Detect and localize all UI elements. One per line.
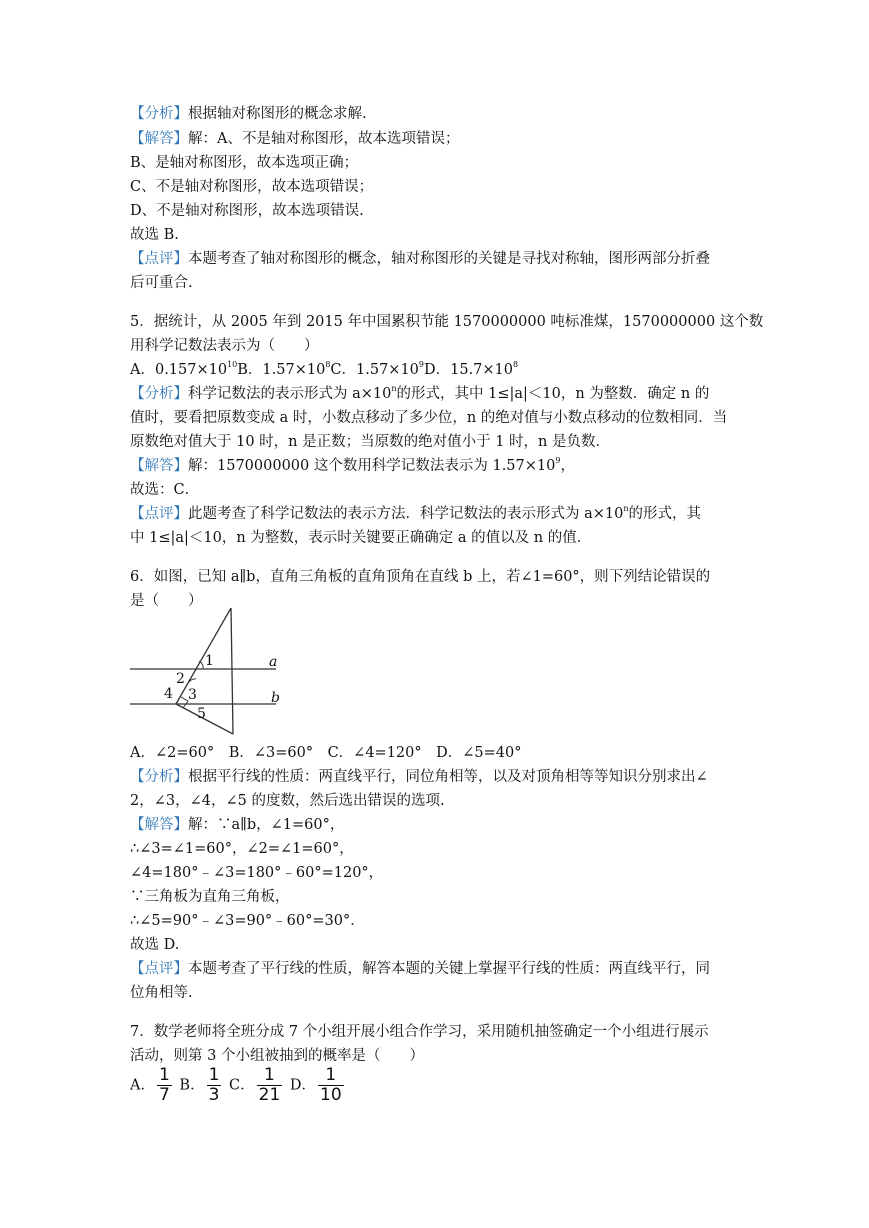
line-label-a: a	[269, 654, 278, 670]
q7-option-d-denominator: 10	[320, 1085, 342, 1105]
q5-comment-text-1a: 此题考查了科学记数法的表示方法．科学记数法的表示形式为 a×10	[188, 506, 624, 522]
angle-label-1: 1	[205, 653, 214, 669]
q5-comment-exponent: n	[623, 504, 629, 513]
q4-comment-text-1: 本题考查了轴对称图形的概念，轴对称图形的关键是寻找对称轴，图形两部分折叠	[188, 251, 710, 267]
angle-label-2: 2	[176, 671, 185, 687]
q6-answer-text-1: 解：∵a∥b，∠1=60°，	[188, 817, 345, 833]
q6-comment-line-1	[130, 958, 710, 980]
q7-option-c-numerator: 1	[257, 1066, 283, 1086]
q4-answer-text-1: 解：A、不是轴对称图形，故本选项错误；	[188, 131, 460, 147]
q4-analysis-line	[130, 103, 367, 125]
q5-analysis-line-3: 原数绝对值大于 10 时，n 是正数；当原数的绝对值小于 1 时，n 是负数．	[130, 434, 611, 450]
q5-option-a-exponent: 10	[227, 360, 238, 369]
triangle-hypotenuse	[176, 608, 231, 704]
q5-stem-line-2: 用科学记数法表示为（ ）	[130, 338, 319, 354]
q7-option-c-denominator: 21	[258, 1085, 281, 1105]
q6-analysis-line-2: 2，∠3，∠4，∠5 的度数，然后选出错误的选项.	[130, 793, 445, 809]
q6-analysis-line-1	[130, 766, 708, 788]
q5-option-b-exponent: 8	[325, 360, 331, 369]
q4-answer-line-2: B、是轴对称图形，故本选项正确；	[130, 155, 359, 171]
q6-answer-line-6: 故选 D.	[130, 937, 180, 953]
q5-answer-exponent: 9	[555, 456, 561, 465]
q4-answer-line-4: D、不是轴对称图形，故本选项错误.	[130, 203, 364, 219]
q4-answer-line-1	[130, 128, 459, 150]
q6-stem-line-2: 是（ ）	[130, 593, 203, 609]
q5-option-d-exponent: 8	[513, 360, 519, 369]
q7-option-b-numerator: 1	[208, 1065, 220, 1085]
q7-option-d-fraction	[318, 1066, 344, 1105]
q6-analysis-text-1: 根据平行线的性质：两直线平行，同位角相等，以及对顶角相等等知识分别求出∠	[188, 769, 708, 785]
q4-analysis-text: 根据轴对称图形的概念求解.	[188, 106, 367, 122]
answer-tag: 【解答】	[130, 817, 188, 833]
q5-option-c: C．1.57×10	[330, 362, 419, 378]
analysis-tag: 【分析】	[130, 106, 188, 122]
q5-analysis-text-1b: 的形式，其中 1≤|a|＜10，n 为整数．确定 n 的	[396, 386, 710, 402]
angle-label-5: 5	[197, 706, 206, 722]
q6-answer-line-1	[130, 814, 344, 836]
q6-options-line: A．∠2=60° B．∠3=60° C．∠4=120° D．∠5=40°	[130, 745, 522, 761]
comment-tag: 【点评】	[130, 506, 188, 522]
q4-comment-line-1	[130, 248, 710, 270]
comment-tag: 【点评】	[130, 961, 188, 977]
q5-option-b: B．1.57×10	[237, 362, 326, 378]
analysis-tag: 【分析】	[130, 769, 188, 785]
q5-analysis-exponent: n	[391, 384, 397, 393]
q5-analysis-line-2: 值时，要看把原数变成 a 时，小数点移动了多少位，n 的绝对值与小数点移动的位数相同．当	[130, 410, 728, 426]
q7-option-c-fraction	[257, 1066, 283, 1105]
q4-comment-line-2: 后可重合.	[130, 275, 193, 291]
q5-analysis-text-1a: 科学记数法的表示形式为 a×10	[188, 386, 392, 402]
q5-answer-text-1b: ，	[560, 458, 575, 474]
q5-answer-text-1a: 解：1570000000 这个数用科学记数法表示为 1.57×10	[188, 458, 556, 474]
q4-answer-line-3: C、不是轴对称图形，故本选项错误；	[130, 179, 374, 195]
answer-tag: 【解答】	[130, 131, 188, 147]
q6-answer-line-2: ∴∠3=∠1=60°，∠2=∠1=60°，	[130, 841, 354, 857]
q7-stem-line-1: 7．数学老师将全班分成 7 个小组开展小组合作学习，采用随机抽签确定一个小组进行展示	[130, 1024, 709, 1040]
q5-option-a: A．0.157×10	[130, 362, 228, 378]
line-label-b: b	[271, 690, 280, 706]
answer-tag: 【解答】	[130, 458, 188, 474]
q5-answer-line-2: 故选：C．	[130, 482, 200, 498]
q6-comment-text-1: 本题考查了平行线的性质，解答本题的关键上掌握平行线的性质：两直线平行，同	[188, 961, 710, 977]
right-angle-mark	[181, 697, 188, 708]
q6-answer-line-5: ∴∠5=90°﹣∠3=90°﹣60°=30°．	[130, 913, 365, 929]
angle-label-4: 4	[164, 686, 173, 702]
q7-option-a-fraction	[157, 1066, 172, 1105]
q6-comment-line-2: 位角相等.	[130, 985, 193, 1001]
q5-comment-line-1	[130, 503, 701, 525]
q5-options-line	[130, 359, 518, 381]
q7-option-a-numerator: 1	[158, 1065, 170, 1085]
q7-option-d-label: D．	[289, 1077, 317, 1094]
angle-label-3: 3	[188, 687, 197, 703]
q6-answer-line-3: ∠4=180°﹣∠3=180°﹣60°=120°，	[130, 865, 384, 881]
q7-option-c-label: C．	[229, 1077, 255, 1094]
q6-parallel-lines-figure	[128, 606, 288, 738]
q5-answer-line-1	[130, 455, 575, 477]
q7-option-d-numerator: 1	[318, 1066, 344, 1086]
q5-option-d: D．15.7×10	[424, 362, 514, 378]
q6-answer-line-4: ∵三角板为直角三角板，	[130, 889, 290, 905]
q7-option-b-fraction	[207, 1066, 222, 1105]
q7-stem-line-2: 活动，则第 3 个小组被抽到的概率是（ ）	[130, 1048, 424, 1064]
q5-analysis-line-1	[130, 383, 709, 405]
q4-answer-line-5: 故选 B.	[130, 227, 179, 243]
q6-stem-line-1: 6．如图，已知 a∥b，直角三角板的直角顶角在直线 b 上，若∠1=60°，则下列结论错误的	[130, 569, 711, 585]
q5-option-c-exponent: 9	[418, 360, 424, 369]
q7-option-a-label: A．	[130, 1077, 155, 1094]
triangle-vertical-leg	[231, 608, 233, 734]
q7-option-b-denominator: 3	[208, 1085, 220, 1105]
q5-comment-line-2: 中 1≤|a|＜10，n 为整数，表示时关键要正确确定 a 的值以及 n 的值．	[130, 530, 592, 546]
q5-stem-line-1: 5．据统计，从 2005 年到 2015 年中国累积节能 1570000000 吨标准煤，1570000000 这个数	[130, 314, 764, 330]
analysis-tag: 【分析】	[130, 386, 188, 402]
q7-options-line	[130, 1066, 347, 1105]
q5-comment-text-1b: 的形式，其	[628, 506, 702, 522]
q7-option-b-label: B．	[179, 1077, 205, 1094]
q7-option-a-denominator: 7	[158, 1085, 170, 1105]
comment-tag: 【点评】	[130, 251, 188, 267]
